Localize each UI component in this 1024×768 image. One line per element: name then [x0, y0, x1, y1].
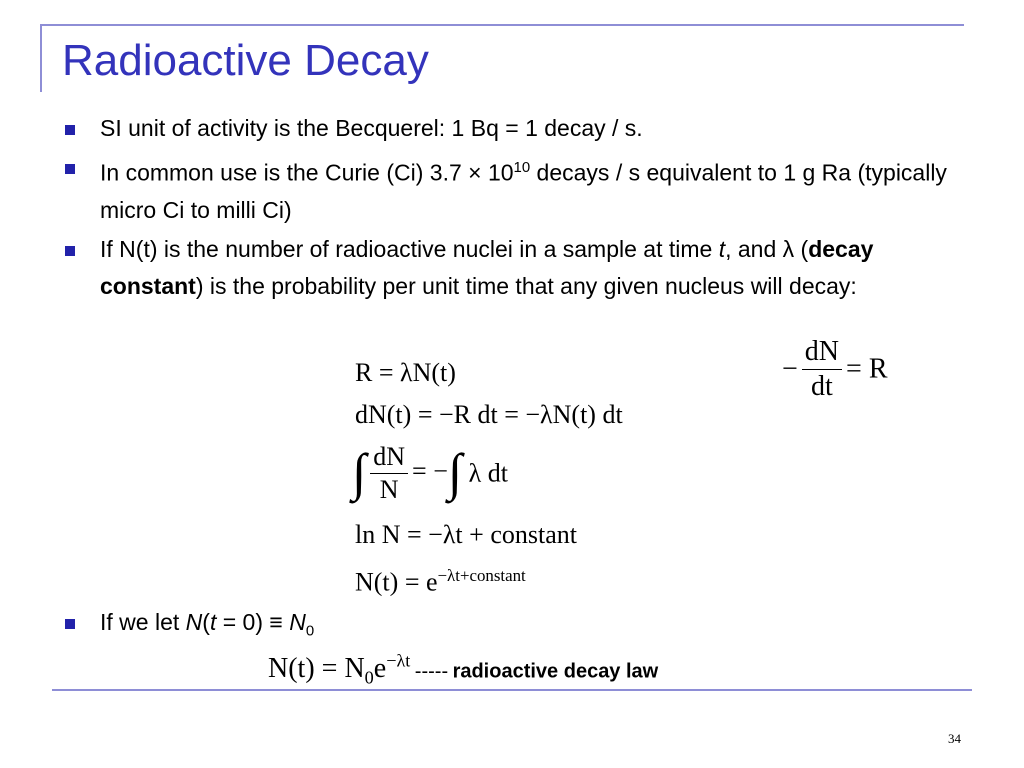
frame-left-line: [40, 24, 42, 92]
equation-rate: [782, 338, 888, 401]
variable-N0: N: [289, 609, 306, 635]
denominator: N: [379, 475, 399, 504]
decay-law-row: [268, 652, 658, 687]
law-subscript: 0: [364, 667, 374, 688]
equation-decay-law: [268, 651, 411, 688]
numerator: dN: [370, 444, 408, 474]
equation-exponent: −λt+constant: [437, 566, 526, 585]
variable-N: N: [185, 609, 203, 635]
law-e: e: [373, 653, 387, 685]
bullet-curie: [62, 149, 962, 229]
bullet-text: (: [202, 609, 210, 635]
law-exponent: −λt: [386, 651, 411, 671]
bullet-initial-condition: [62, 604, 700, 650]
bullet-text: decays / s equivalent to 1 g Ra (typically micro Ci to milli Ci): [100, 159, 947, 223]
equation-integral: [352, 444, 508, 503]
law-label: radioactive decay law: [452, 660, 659, 683]
law-dashes: -----: [414, 660, 449, 683]
slide-title: Radioactive Decay: [62, 36, 429, 85]
bullet-si-unit: [62, 110, 962, 147]
bullet-square-icon: [65, 164, 75, 174]
variable-t: t: [209, 609, 217, 635]
bullet-text: In common use is the Curie (Ci) 3.7 × 10: [100, 159, 514, 186]
denominator: dt: [811, 371, 833, 402]
bullet-text: , and λ (: [725, 235, 809, 262]
bullet-square-icon: [65, 619, 75, 629]
equation-activity: R = λN(t): [355, 358, 456, 387]
equals-minus: = −: [412, 456, 448, 486]
equation-base: N(t) = e: [355, 567, 438, 597]
fraction-dN-over-N: [370, 444, 408, 503]
minus-sign: −: [782, 353, 798, 385]
exponent: 10: [513, 159, 531, 176]
bullet-square-icon: [65, 125, 75, 135]
numerator: dN: [802, 338, 842, 370]
page-number: 34: [948, 731, 961, 746]
variable-t: t: [718, 235, 726, 262]
footer-divider: [52, 689, 972, 691]
decay-constant-term: decay constant: [100, 235, 874, 299]
fraction-dN-over-dt: [802, 338, 842, 401]
subscript-zero: 0: [305, 622, 315, 640]
equals-R: = R: [846, 353, 888, 385]
equation-differential: dN(t) = −R dt = −λN(t) dt: [355, 400, 623, 429]
equation-log: ln N = −λt + constant: [355, 520, 577, 549]
bullet-square-icon: [65, 246, 75, 256]
bullet-list: [62, 110, 962, 307]
bullet-text: If N(t) is the number of radioactive nuclei in a sample at time: [100, 235, 719, 262]
bullet-text: If we let: [100, 609, 186, 635]
bullet-text: SI unit of activity is the Becquerel: 1 Bq = 1 decay / s.: [100, 115, 643, 141]
bullet-text: ) is the probability per unit time that any given nucleus will decay:: [195, 272, 857, 299]
equation-exponential: [355, 568, 526, 596]
law-lhs: N(t) = N: [268, 653, 365, 685]
bullet-decay-definition: [62, 231, 962, 305]
frame-top-line: [40, 24, 964, 26]
lambda-dt: λ dt: [468, 458, 508, 488]
integral-icon: ∫: [447, 444, 463, 502]
integral-icon: ∫: [352, 444, 367, 502]
bullet-text: = 0) ≡: [216, 609, 290, 635]
